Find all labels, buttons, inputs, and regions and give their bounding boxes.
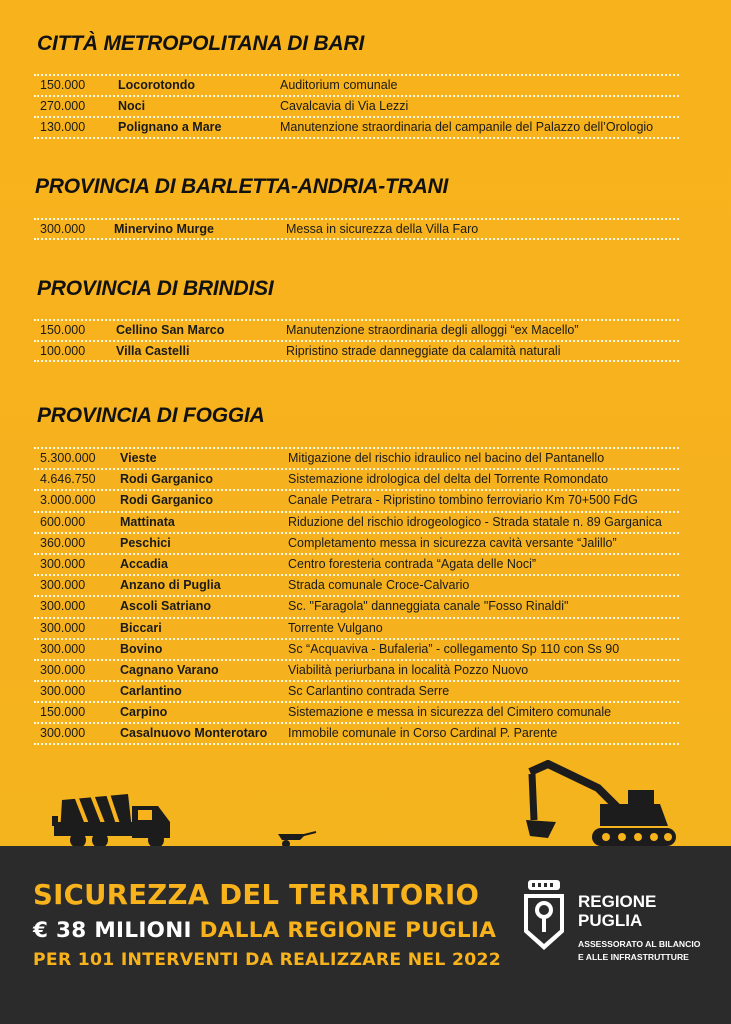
campaign-amount bbox=[33, 918, 496, 943]
amount: 300.000 bbox=[40, 684, 86, 699]
table-row bbox=[34, 340, 679, 361]
projects-list bbox=[34, 218, 679, 239]
town: Cagnano Varano bbox=[120, 662, 219, 677]
description: Torrente Vulgano bbox=[288, 620, 383, 635]
table-row bbox=[34, 511, 679, 532]
amount: 600.000 bbox=[40, 514, 86, 529]
department-name bbox=[578, 938, 700, 964]
amount: 300.000 bbox=[40, 556, 86, 571]
section-title: PROVINCIA DI FOGGIA bbox=[37, 404, 265, 427]
description: Manutenzione straordinaria degli alloggi “ex Macello” bbox=[286, 323, 579, 337]
projects-list bbox=[34, 319, 679, 361]
table-row bbox=[34, 553, 679, 574]
town: Vieste bbox=[120, 451, 157, 465]
table-row bbox=[34, 74, 679, 95]
table-row bbox=[34, 595, 679, 616]
description: Canale Petrara - Ripristino tombino ferroviario Km 70+500 FdG bbox=[288, 493, 638, 508]
amount: 360.000 bbox=[40, 535, 86, 550]
regione-puglia-crest-icon bbox=[520, 878, 568, 958]
town: Casalnuovo Monterotaro bbox=[120, 726, 268, 741]
amount-text: € 38 MILIONI bbox=[33, 918, 192, 943]
amount: 270.000 bbox=[40, 99, 86, 114]
table-row bbox=[34, 574, 679, 595]
table-row bbox=[34, 218, 679, 239]
description: Sc. "Faragola" danneggiata canale "Fosso Rinaldi" bbox=[288, 599, 569, 614]
town: Carpino bbox=[120, 705, 168, 720]
amount: 300.000 bbox=[40, 662, 86, 677]
description: Completamento messa in sicurezza cavità versante “Jalillo” bbox=[288, 535, 617, 550]
town: Mattinata bbox=[120, 514, 175, 529]
table-row bbox=[34, 617, 679, 638]
description: Viabilità periurbana in località Pozzo Nuovo bbox=[288, 662, 529, 677]
amount: 3.000.000 bbox=[40, 493, 96, 508]
town: Polignano a Mare bbox=[118, 120, 222, 135]
source-text: DALLA REGIONE PUGLIA bbox=[199, 918, 497, 943]
region-name-line1: REGIONE bbox=[578, 892, 657, 911]
town: Rodi Garganico bbox=[120, 493, 214, 508]
description: Sistemazione idrologica del delta del Torrente Romondato bbox=[288, 472, 609, 487]
table-row bbox=[34, 319, 679, 340]
department-line1: ASSESSORATO AL BILANCIO bbox=[578, 939, 701, 949]
section-title: PROVINCIA DI BRINDISI bbox=[37, 277, 274, 300]
description: Sistemazione e messa in sicurezza del Cimitero comunale bbox=[288, 705, 612, 720]
amount: 150.000 bbox=[40, 78, 86, 92]
amount: 300.000 bbox=[40, 726, 86, 741]
amount: 4.646.750 bbox=[40, 472, 96, 487]
department-line2: E ALLE INFRASTRUTTURE bbox=[578, 952, 689, 962]
table-row bbox=[34, 468, 679, 489]
amount: 130.000 bbox=[40, 120, 86, 135]
amount: 5.300.000 bbox=[40, 451, 96, 465]
town: Accadia bbox=[120, 556, 168, 571]
table-row bbox=[34, 680, 679, 701]
excavator-icon bbox=[526, 764, 676, 846]
table-row bbox=[34, 116, 679, 137]
table-row bbox=[34, 659, 679, 680]
description: Messa in sicurezza della Villa Faro bbox=[286, 222, 479, 236]
section-title: CITTÀ METROPOLITANA DI BARI bbox=[37, 32, 365, 55]
campaign-subtitle: PER 101 INTERVENTI DA REALIZZARE NEL 2022 bbox=[33, 950, 501, 970]
region-name-line2: PUGLIA bbox=[578, 911, 643, 930]
town: Cellino San Marco bbox=[116, 323, 225, 337]
campaign-title: SICUREZZA DEL TERRITORIO bbox=[33, 879, 480, 911]
table-row bbox=[34, 701, 679, 722]
amount: 100.000 bbox=[40, 344, 86, 359]
table-row bbox=[34, 447, 679, 468]
amount: 150.000 bbox=[40, 705, 86, 720]
description: Cavalcavia di Via Lezzi bbox=[280, 99, 409, 114]
description: Riduzione del rischio idrogeologico - Strada statale n. 89 Garganica bbox=[288, 514, 662, 529]
concrete-mixer-icon bbox=[52, 794, 170, 848]
town: Carlantino bbox=[120, 684, 182, 699]
town: Rodi Garganico bbox=[120, 472, 214, 487]
footer-banner bbox=[0, 846, 731, 1024]
town: Noci bbox=[118, 99, 146, 114]
amount: 300.000 bbox=[40, 641, 86, 656]
table-row bbox=[34, 532, 679, 553]
region-name bbox=[578, 892, 656, 930]
town: Minervino Murge bbox=[114, 222, 215, 236]
table-row bbox=[34, 722, 679, 743]
description: Auditorium comunale bbox=[280, 78, 398, 92]
projects-list bbox=[34, 74, 679, 138]
town: Villa Castelli bbox=[116, 344, 190, 359]
regione-puglia-logo bbox=[520, 878, 710, 978]
section-title: PROVINCIA DI BARLETTA-ANDRIA-TRANI bbox=[35, 175, 449, 198]
amount: 150.000 bbox=[40, 323, 86, 337]
description: Centro foresteria contrada “Agata delle Noci” bbox=[288, 556, 537, 571]
table-row bbox=[34, 95, 679, 116]
amount: 300.000 bbox=[40, 578, 86, 593]
amount: 300.000 bbox=[40, 599, 86, 614]
table-row bbox=[34, 638, 679, 659]
town: Locorotondo bbox=[118, 78, 196, 92]
description: Immobile comunale in Corso Cardinal P. Parente bbox=[288, 726, 558, 741]
amount: 300.000 bbox=[40, 222, 86, 236]
town: Anzano di Puglia bbox=[120, 578, 221, 593]
town: Ascoli Satriano bbox=[120, 599, 211, 614]
town: Peschici bbox=[120, 535, 171, 550]
town: Biccari bbox=[120, 620, 162, 635]
table-row bbox=[34, 489, 679, 510]
construction-silhouettes bbox=[0, 760, 731, 850]
description: Mitigazione del rischio idraulico nel bacino del Pantanello bbox=[288, 451, 605, 465]
description: Strada comunale Croce-Calvario bbox=[288, 578, 470, 593]
amount: 300.000 bbox=[40, 620, 86, 635]
description: Sc Carlantino contrada Serre bbox=[288, 684, 450, 699]
description: Sc “Acquaviva - Bufaleria” - collegamento Sp 110 con Ss 90 bbox=[288, 641, 620, 656]
projects-list bbox=[34, 447, 679, 744]
description: Manutenzione straordinaria del campanile del Palazzo dell’Orologio bbox=[280, 120, 654, 135]
description: Ripristino strade danneggiate da calamità naturali bbox=[286, 344, 561, 359]
town: Bovino bbox=[120, 641, 163, 656]
